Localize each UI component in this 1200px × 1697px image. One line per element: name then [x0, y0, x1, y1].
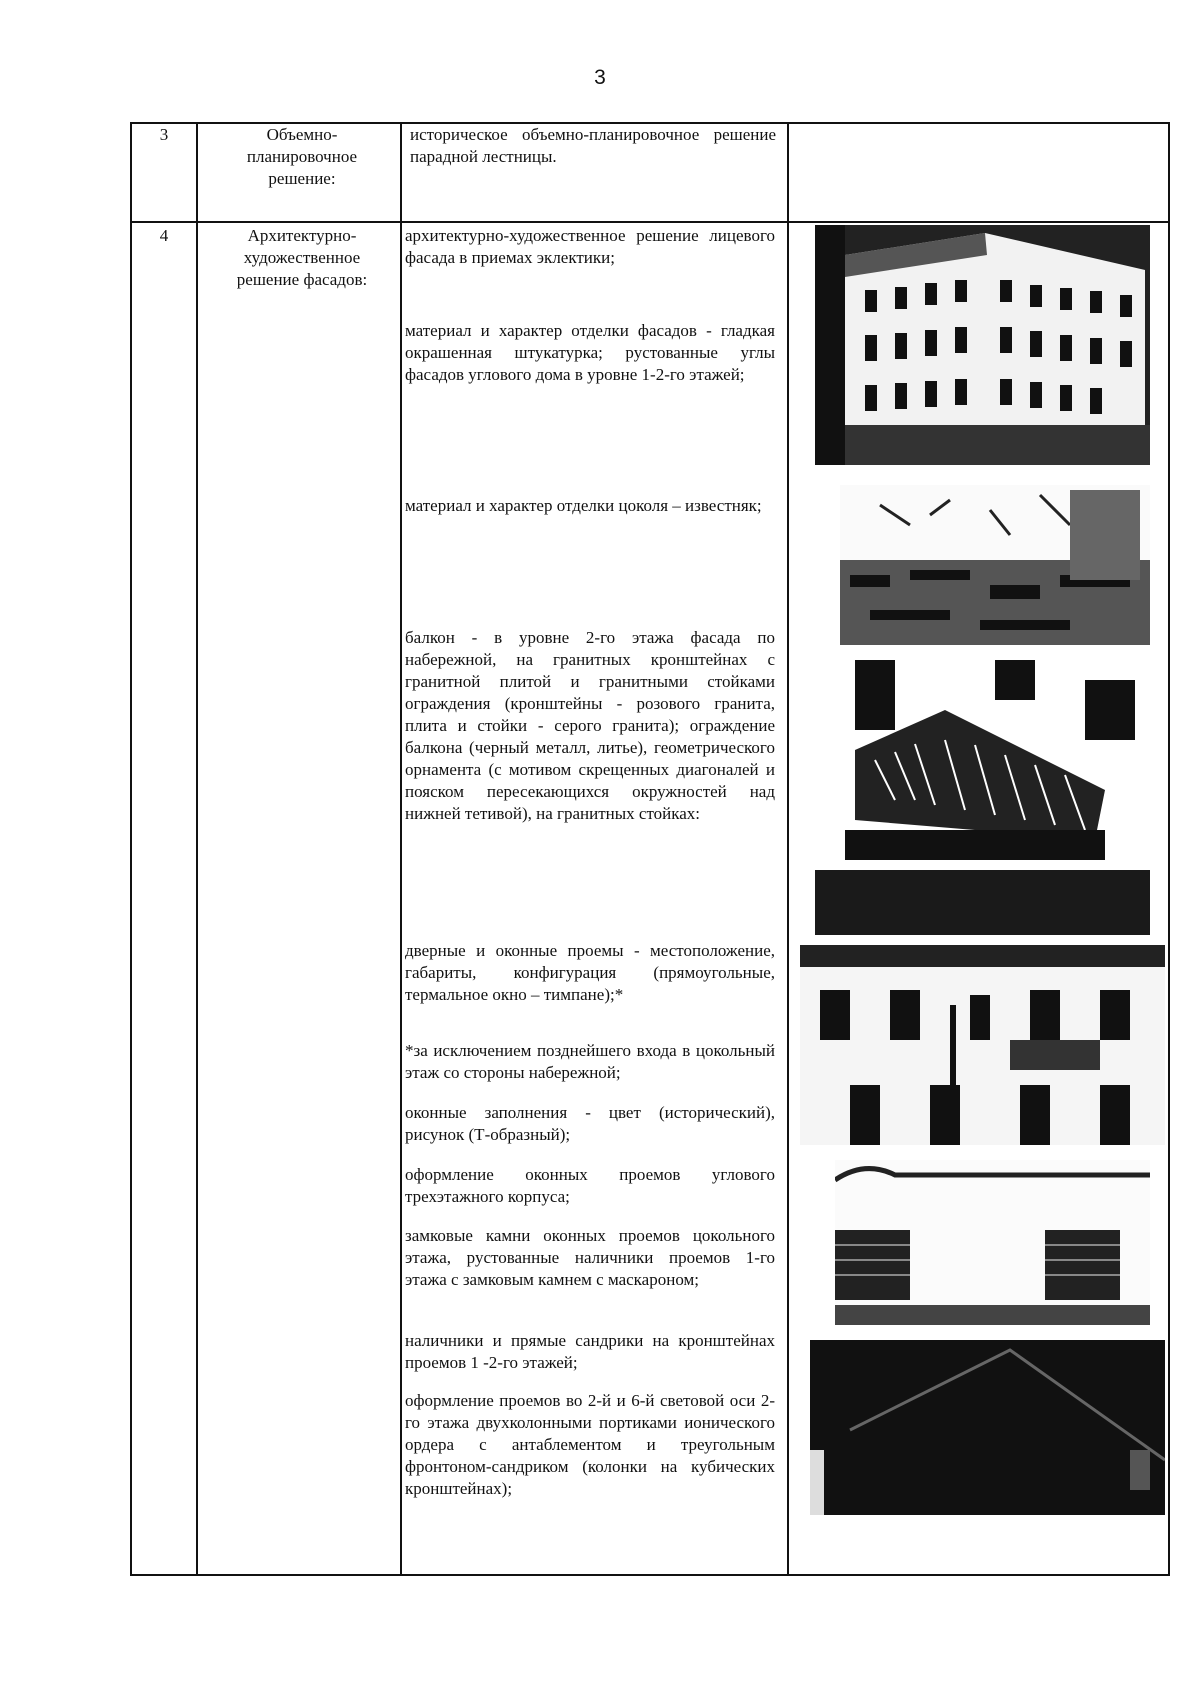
col-border-right: [1168, 122, 1170, 1575]
paragraph: историческое объемно-планировочное решение парадной лестницы.: [410, 125, 776, 166]
paragraph: архитектурно-художественное решение лицевого фасада в приемах эклектики;: [405, 226, 775, 267]
window-details-photo: [835, 1160, 1150, 1325]
paragraph: дверные и оконные проемы - местоположение, габариты, конфигурация (прямоугольные, термальное окно – тимпане);*: [405, 941, 775, 1004]
balcony-photo: [815, 660, 1150, 935]
paragraph: материал и характер отделки цоколя – известняк;: [405, 496, 762, 515]
col-border-left: [130, 122, 132, 1575]
row-number: 4: [159, 226, 169, 245]
paragraph: материал и характер отделки фасадов - гладкая окрашенная штукатурка; рустованные углы фасадов углового дома в уровне 1-2-го этажей;: [405, 321, 775, 384]
row-heading: Объемно-планировочное решение:: [246, 125, 358, 188]
table-bottom-border: [130, 1574, 1170, 1576]
col-border-heading: [400, 122, 402, 1575]
paragraph: оформление оконных проемов углового трехэтажного корпуса;: [405, 1165, 775, 1206]
row-heading: Архитектурно-художественное решение фасадов:: [236, 226, 368, 289]
portico-photo: [810, 1340, 1165, 1515]
plinth-photo: [840, 485, 1150, 645]
col-border-num: [196, 122, 198, 1575]
paragraph: *за исключением позднейшего входа в цокольный этаж со стороны набережной;: [405, 1041, 775, 1082]
facade-photo: [815, 225, 1150, 465]
col-border-text: [787, 122, 789, 1575]
paragraph: оформление проемов во 2-й и 6-й световой оси 2-го этажа двухколонными портиками ионического ордера с антаблементом и треугольным фронтоном-сандриком (колонки на кубических кронштейнах);: [405, 1391, 775, 1498]
openings-photo: [800, 945, 1165, 1145]
row-text: [410, 124, 776, 168]
paragraph: замковые камни оконных проемов цокольного этажа, рустованные наличники проемов 1-го этажа с замковым камнем с маскароном;: [405, 1226, 775, 1289]
row-number: 3: [159, 125, 169, 144]
paragraph: оконные заполнения - цвет (исторический), рисунок (Т-образный);: [405, 1103, 775, 1144]
row-divider: [130, 221, 1170, 223]
page-number: 3: [594, 66, 606, 89]
paragraph: балкон - в уровне 2-го этажа фасада по набережной, на гранитных кронштейнах с гранитной плитой и гранитными стойками ограждения (кронштейны - розового гранита, плита и стойки - серого гранита); ограждение балкона (черный металл, литье), геометрического орнамента (с мотивом скрещенных диагоналей и пояском пересекающихся окружностей над нижней тетивой), на гранитных стойках:: [405, 628, 775, 823]
paragraph: наличники и прямые сандрики на кронштейнах проемов 1 -2-го этажей;: [405, 1331, 775, 1372]
